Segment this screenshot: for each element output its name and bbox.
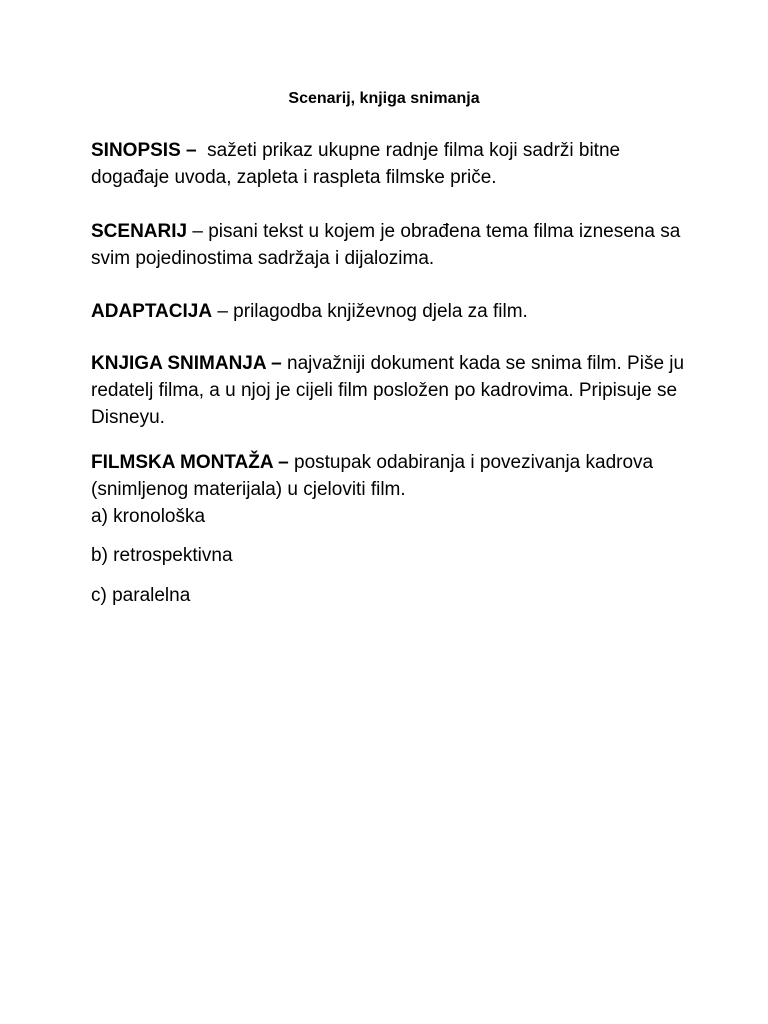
definition-filmska-montaza <box>91 449 691 503</box>
definition-scenarij <box>91 218 691 272</box>
definition-text-knjiga-snimanja: najvažniji dokument kada se snima film. Piše ju redatelj filma, a u njoj je cijeli film posložen po kadrovima. Pripisuje se Disneyu. <box>91 353 685 428</box>
list-item: c) paralelna <box>91 585 191 606</box>
document-title: Scenarij, knjiga snimanja <box>288 90 480 107</box>
term-filmska-montaza: FILMSKA MONTAŽA – <box>91 452 289 473</box>
term-adaptacija: ADAPTACIJA <box>91 301 213 322</box>
term-scenarij: SCENARIJ <box>91 221 188 242</box>
definition-knjiga-snimanja <box>91 350 691 431</box>
definition-sinopsis <box>91 137 691 191</box>
term-sinopsis: SINOPSIS – <box>91 140 197 161</box>
definition-text-scenarij: – pisani tekst u kojem je obrađena tema filma iznesena sa svim pojedinostima sadržaja i dijalozima. <box>91 221 681 269</box>
definition-text-sinopsis: sažeti prikaz ukupne radnje filma koji sadrži bitne događaje uvoda, zapleta i raspleta filmske priče. <box>91 140 626 188</box>
list-item: a) kronološka <box>91 506 206 527</box>
list-item: b) retrospektivna <box>91 545 233 566</box>
definition-text-adaptacija: – prilagodba književnog djela za film. <box>212 301 528 322</box>
definition-text-filmska-montaza: postupak odabiranja i povezivanja kadrova (snimljenog materijala) u cjeloviti film. <box>91 452 654 500</box>
definition-adaptacija <box>91 298 691 325</box>
term-knjiga-snimanja: KNJIGA SNIMANJA – <box>91 353 282 374</box>
